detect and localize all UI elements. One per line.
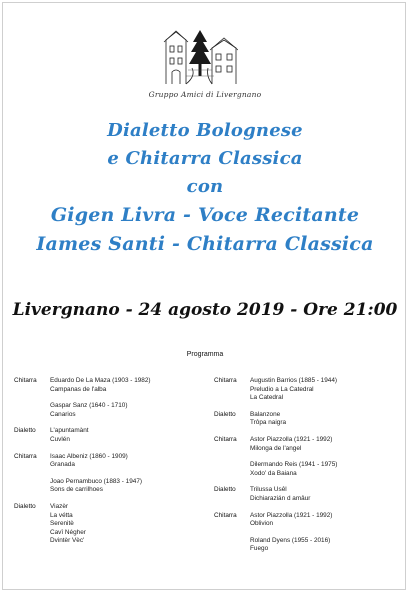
program-line: Preludio a La Catedral: [250, 385, 314, 393]
program-line: Isaac Albeniz (1860 - 1909): [50, 452, 128, 460]
program-entry: [214, 377, 404, 403]
title-line-3: con: [186, 176, 224, 197]
program-left-column: [14, 377, 204, 554]
program-piece-group: [50, 478, 204, 495]
program-entry: [14, 453, 204, 495]
program-entry: [214, 512, 404, 554]
program-line: Campanas de l'alba: [50, 385, 107, 393]
program-right-column: [214, 377, 404, 562]
logo-caption: Gruppo Amici di Livergnano: [148, 90, 262, 99]
program-line: Gaspar Sanz (1640 - 1710): [50, 402, 128, 410]
program-line: Joao Pernambuco (1883 - 1947): [50, 477, 143, 485]
program-line: Sons de carrilhoes: [50, 486, 103, 494]
program-line: Roland Dyens (1955 - 2016): [250, 536, 331, 544]
program-piece-group: [50, 427, 204, 444]
program-piece-group: [50, 453, 204, 470]
program-line: Milonga de l'angel: [250, 444, 302, 452]
village-sketch-logo: [162, 26, 238, 86]
title-line-4: Gigen Livra - Voce Recitante: [50, 204, 360, 226]
title-line-5: Iames Santi - Chitarra Classica: [36, 233, 374, 255]
program-entry: [14, 377, 204, 419]
program-pieces: [50, 453, 204, 495]
program-entry: [14, 427, 204, 444]
program-piece-group: [50, 503, 204, 546]
program-pieces: [50, 503, 204, 546]
program-line: Dichiarazián d amâur: [250, 494, 311, 502]
program-entry: [214, 411, 404, 428]
program-line: Canarios: [50, 410, 76, 418]
program-piece-group: [50, 402, 204, 419]
program-line: Viazèr: [50, 502, 68, 510]
program-piece-group: [250, 411, 404, 428]
program-line: Cavî Négher: [50, 528, 86, 536]
program-pieces: [250, 512, 404, 554]
program-line: Dvintèr Vèc': [50, 537, 85, 545]
program-entry: [14, 503, 204, 546]
program-category: Dialetto: [214, 486, 236, 494]
program-line: Trilussa Usêl: [250, 486, 287, 494]
event-date-time: Livergnano - 24 agosto 2019 - Ore 21:00: [12, 300, 398, 320]
program-piece-group: [250, 436, 404, 453]
program-pieces: [250, 486, 404, 503]
program-line: Trôpa naigra: [250, 419, 286, 427]
program-line: Balanzone: [250, 410, 281, 418]
program-category: Chitarra: [214, 377, 237, 384]
program-line: Oblivion: [250, 520, 274, 528]
program-line: La vétta: [50, 511, 73, 519]
program-pieces: [250, 411, 404, 428]
program-piece-group: [250, 486, 404, 503]
program-category: Chitarra: [214, 511, 237, 519]
program-piece-group: [250, 461, 404, 478]
program-category: Dialetto: [14, 427, 36, 435]
program-pieces: [250, 436, 404, 478]
program-line: Astor Piazzolla (1921 - 1992): [250, 511, 333, 519]
program-line: Serenitè: [50, 520, 74, 528]
program-piece-group: [50, 377, 204, 394]
program-line: Xodo' da Baiana: [250, 469, 297, 477]
programma-heading: Programma: [186, 351, 224, 358]
program-line: Eduardo De La Maza (1903 - 1982): [50, 377, 151, 384]
program-category: Chitarra: [214, 435, 237, 443]
program-line: Dilermando Reis (1941 - 1975): [250, 461, 338, 469]
program-pieces: [50, 377, 204, 419]
program-entry: [214, 436, 404, 478]
program-category: Dialetto: [14, 502, 36, 510]
program-line: Augustin Barrios (1885 - 1944): [250, 377, 338, 384]
program-category: Chitarra: [14, 377, 37, 384]
program-entry: [214, 486, 404, 503]
program-pieces: [250, 377, 404, 403]
program-line: L'apuntamànt: [50, 427, 89, 435]
program-line: La Catedral: [250, 394, 284, 402]
program-category: Chitarra: [14, 452, 37, 460]
title-line-1: Dialetto Bolognese: [107, 120, 303, 141]
program-piece-group: [250, 537, 404, 554]
title-line-2: e Chitarra Classica: [107, 148, 303, 169]
program-category: Dialetto: [214, 410, 236, 418]
program-line: Astor Piazzolla (1921 - 1992): [250, 435, 333, 443]
program-pieces: [50, 427, 204, 444]
program-piece-group: [250, 512, 404, 529]
program-line: Granada: [50, 461, 75, 469]
program-line: Cuvlén: [50, 435, 70, 443]
program-piece-group: [250, 377, 404, 403]
program-line: Fuego: [250, 545, 269, 553]
